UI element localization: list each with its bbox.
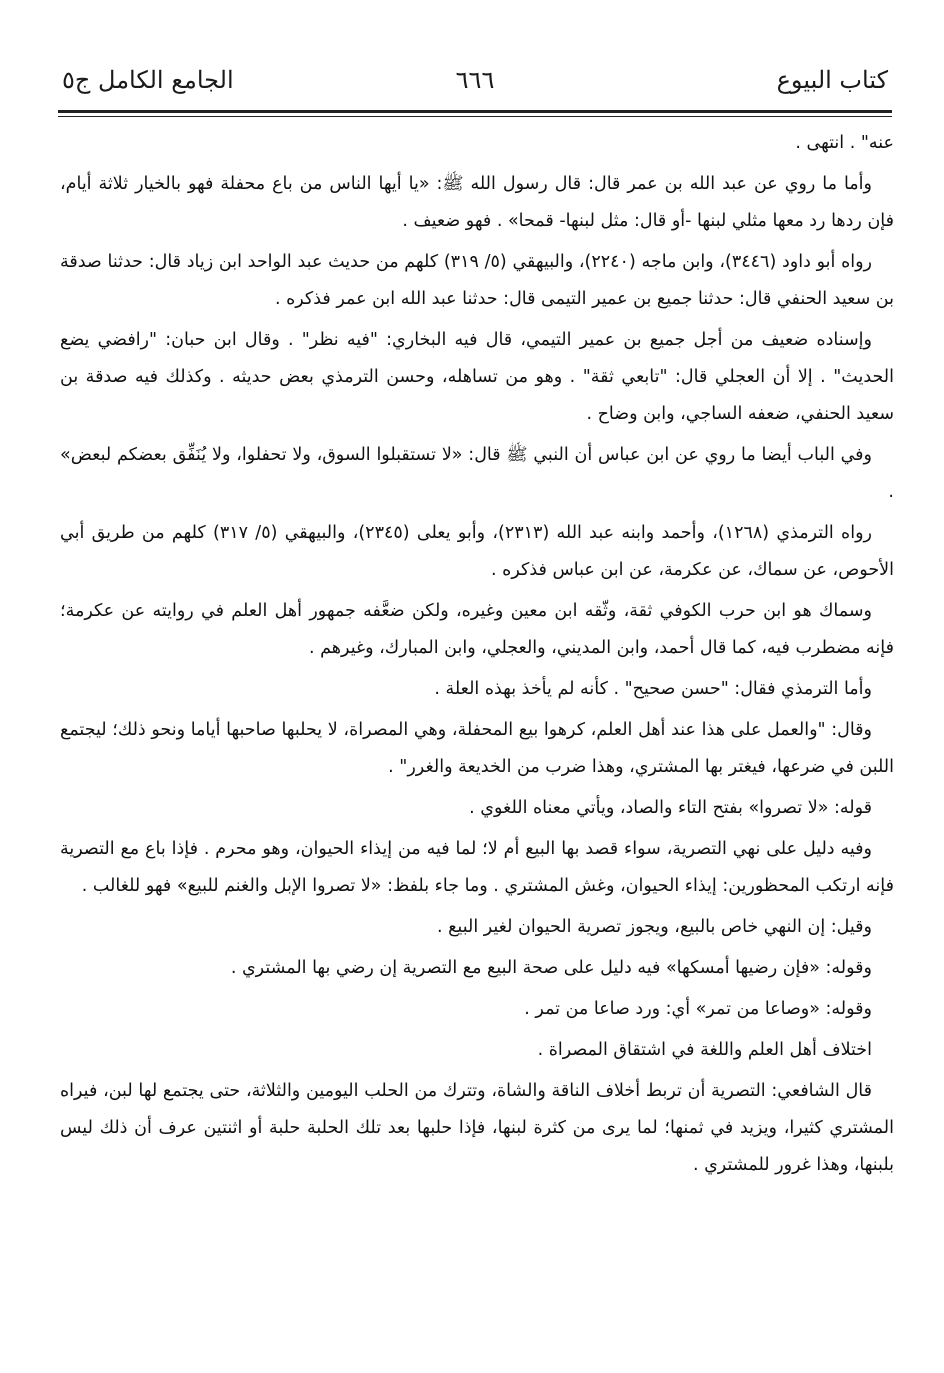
paragraph-3: رواه أبو داود (٣٤٤٦)، وابن ماجه (٢٢٤٠)، والبيهقي (٥/ ٣١٩) كلهم من حديث عبد الواحد ابن زياد قال: حدثنا صدقة بن سعيد الحنفي قال: حدثنا جميع بن عمير التيمى قال: حدثنا عبد الله ابن عمر فذكره . [60,252,894,309]
running-header [62,66,888,106]
paragraph-16: قال الشافعي: التصرية أن تربط أخلاف الناقة والشاة، وتترك من الحلب اليومين والثلاثة، حتى يجتمع لها لبن، فيراه المشتري كثيرا، ويزيد في ثمنها؛ لما يرى من كثرة لبنها، فإذا حلبها بعد تلك الحلبة حلبة أو اثنتين عرف أن ذلك ليس بلبنها، وهذا غرور للمشتري . [60,1081,894,1175]
paragraph-6: رواه الترمذي (١٢٦٨)، وأحمد وابنه عبد الله (٢٣١٣)، وأبو يعلى (٢٣٤٥)، والبيهقي (٥/ ٣١٧) كلهم من طريق أبي الأحوص، عن سماك، عن عكرمة، عن ابن عباس فذكره . [60,523,894,580]
paragraph-12: وقيل: إن النهي خاص بالبيع، ويجوز تصرية الحيوان لغير البيع . [436,917,872,937]
paragraph-8: وأما الترمذي فقال: "حسن صحيح" . كأنه لم يأخذ بهذه العلة . [434,679,872,699]
paragraph-14: وقوله: «وصاعا من تمر» أي: ورد صاعا من تمر . [524,999,872,1019]
book-title: الجامع الكامل ج٥ [62,66,234,94]
paragraph-4: وإسناده ضعيف من أجل جميع بن عمير التيمي، قال فيه البخاري: "فيه نظر" . وقال ابن حبان: "رافضي يضع الحديث" . إلا أن العجلي قال: "تابعي ثقة" . وهو من تساهله، وحسن الترمذي بعض حديثه . وكذلك فيه صدقة بن سعيد الحنفي، ضعفه الساجي، وابن وضاح . [60,330,894,424]
paragraph-9: وقال: "والعمل على هذا عند أهل العلم، كرهوا بيع المحفلة، وهي المصراة، لا يحلبها صاحبها أياما ونحو ذلك؛ ليجتمع اللبن في ضرعها، فيغتر بها المشتري، وهذا ضرب من الخديعة والغرر" . [60,720,894,777]
paragraph-13: وقوله: «فإن رضيها أمسكها» فيه دليل على صحة البيع مع التصرية إن رضي بها المشتري . [230,958,872,978]
paragraph-7: وسماك هو ابن حرب الكوفي ثقة، وثّقه ابن معين وغيره، ولكن ضعَّفه جمهور أهل العلم في روايته عن عكرمة؛ فإنه مضطرب فيه، كما قال أحمد، وابن المديني، والعجلي، وابن المبارك، وغيرهم . [60,601,894,658]
section-heading: اختلاف أهل العلم واللغة في اشتقاق المصراة . [537,1040,872,1060]
page-number: ٦٦٦ [455,66,495,94]
chapter-title: كتاب البيوع [776,66,888,94]
paragraph-1: عنه" . انتهى . [795,133,894,153]
paragraph-2: وأما ما روي عن عبد الله بن عمر قال: قال رسول الله ﷺ: «يا أيها الناس من باع محفلة فهو بالخيار ثلاثة أيام، فإن ردها رد معها مثلي لبنها -أو قال: مثل لبنها- قمحا» . فهو ضعيف . [60,174,894,231]
paragraph-10: قوله: «لا تصروا» بفتح التاء والصاد، ويأتي معناه اللغوي . [469,798,872,818]
page-body [60,125,894,1188]
header-rule-thin [58,116,892,117]
paragraph-5: وفي الباب أيضا ما روي عن ابن عباس أن النبي ﷺ قال: «لا تستقبلوا السوق، ولا تحفلوا، ولا يُنَفِّق بعضكم لبعض» . [60,445,894,502]
paragraph-11: وفيه دليل على نهي التصرية، سواء قصد بها البيع أم لا؛ لما فيه من إيذاء الحيوان، وهو محرم . فإذا باع مع التصرية فإنه ارتكب المحظورين: إيذاء الحيوان، وغش المشتري . وما جاء بلفظ: «لا تصروا الإبل والغنم للبيع» فهو للغالب . [60,839,894,896]
header-rule-thick [58,110,892,113]
